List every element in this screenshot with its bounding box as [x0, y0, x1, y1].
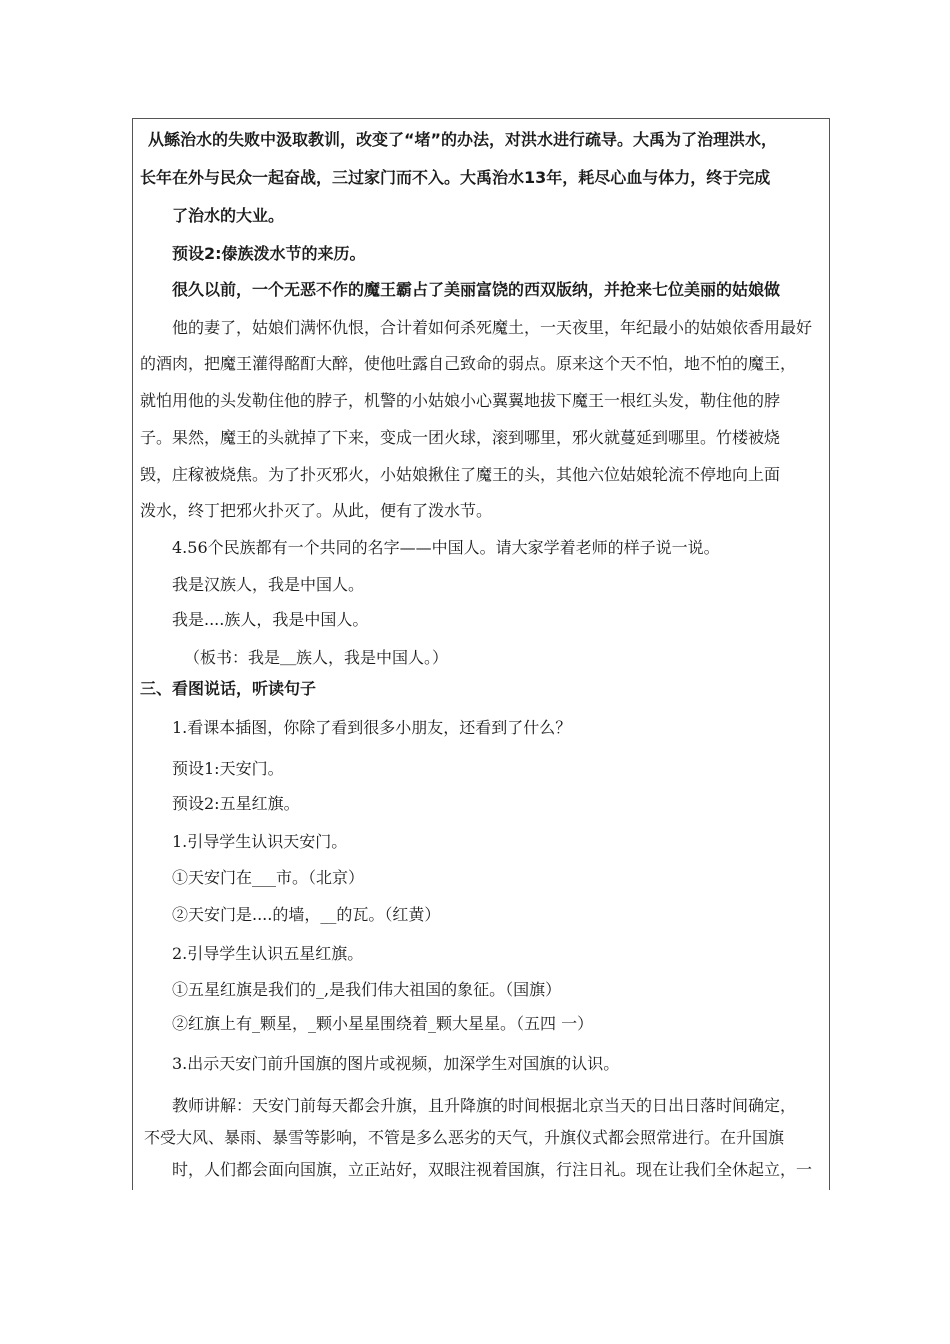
text-line-13: 我是汉族人，我是中国人。	[172, 575, 365, 594]
text-line-29: 时，人们都会面向国旗，立正站好，双眼注视着国旗，行注日礼。现在让我们全休起立，一	[172, 1160, 813, 1179]
text-line-2: 长年在外与民众一起奋战，三过家门而不入。大禹治水13年，耗尽心血与体力，终于完成	[140, 168, 771, 187]
text-line-14: 我是....族人，我是中国人。	[172, 610, 369, 629]
text-line-18: 预设1:天安门。	[172, 759, 284, 778]
text-line-8: 就怕用他的头发勒住他的脖子，机警的小姑娘小心翼翼地拔下魔王一根红头发，勒住他的脖	[140, 391, 781, 410]
text-line-28: 不受大风、暴雨、暴雪等影响，不管是多么恶劣的天气，升旗仪式都会照常进行。在升国旗	[144, 1128, 785, 1147]
text-line-24: ①五星红旗是我们的_,是我们伟大祖国的象征。（国旗）	[172, 980, 562, 999]
section-heading: 三、看图说话，听读句子	[140, 679, 317, 698]
text-line-12: 4.56个民族都有一个共同的名字——中国人。请大家学着老师的样子说一说。	[172, 538, 720, 557]
text-line-27: 教师讲解：天安门前每天都会升旗，且升降旗的时间根据北京当天的日出日落时间确定，	[172, 1096, 797, 1115]
text-line-26: 3.出示天安门前升国旗的图片或视频，加深学生对国旗的认识。	[172, 1054, 620, 1073]
text-line-11: 泼水，终丁把邪火扑灭了。从此，便有了泼水节。	[140, 501, 493, 520]
text-line-23: 2.引导学生认识五星红旗。	[172, 944, 364, 963]
text-line-17: 1.看课本插图，你除了看到很多小朋友，还看到了什么？	[172, 718, 572, 737]
text-line-9: 子。果然，魔王的头就掉了下来，变成一团火球，滚到哪里，邪火就蔓延到哪里。竹楼被烧	[140, 428, 781, 447]
text-line-21: ①天安门在___市。（北京）	[172, 868, 365, 887]
text-line-20: 1.引导学生认识天安门。	[172, 832, 348, 851]
text-line-5: 很久以前，一个无恶不作的魔王霸占了美丽富饶的西双版纳，并抢来七位美丽的姑娘做	[172, 280, 781, 299]
text-line-4: 预设2:傣族泼水节的来历。	[172, 244, 366, 263]
text-line-15: （板书：我是＿族人，我是中国人。）	[184, 648, 449, 667]
text-line-25: ②红旗上有_颗星，_颗小星星围绕着_颗大星星。（五四 一）	[172, 1014, 594, 1033]
text-line-7: 的酒肉，把魔王灌得酩酊大醉，使他吐露自己致命的弱点。原来这个天不怕，地不怕的魔王，	[140, 354, 797, 373]
text-line-6: 他的妻了，姑娘们满怀仇恨，合计着如何杀死魔土，一天夜里，年纪最小的姑娘依香用最好	[172, 318, 813, 337]
text-line-19: 预设2:五星红旗。	[172, 794, 300, 813]
text-line-22: ②天安门是....的墙，__的瓦。（红黄）	[172, 905, 441, 924]
text-line-3: 了治水的大业。	[172, 206, 285, 225]
text-line-1: 从鲧治水的失败中汲取教训，改变了“堵”的办法，对洪水进行疏导。大禹为了治理洪水，	[148, 130, 778, 149]
text-line-10: 毁，庄稼被烧焦。为了扑灭邪火，小姑娘揪住了魔王的头，其他六位姑娘轮流不停地向上面	[140, 465, 781, 484]
